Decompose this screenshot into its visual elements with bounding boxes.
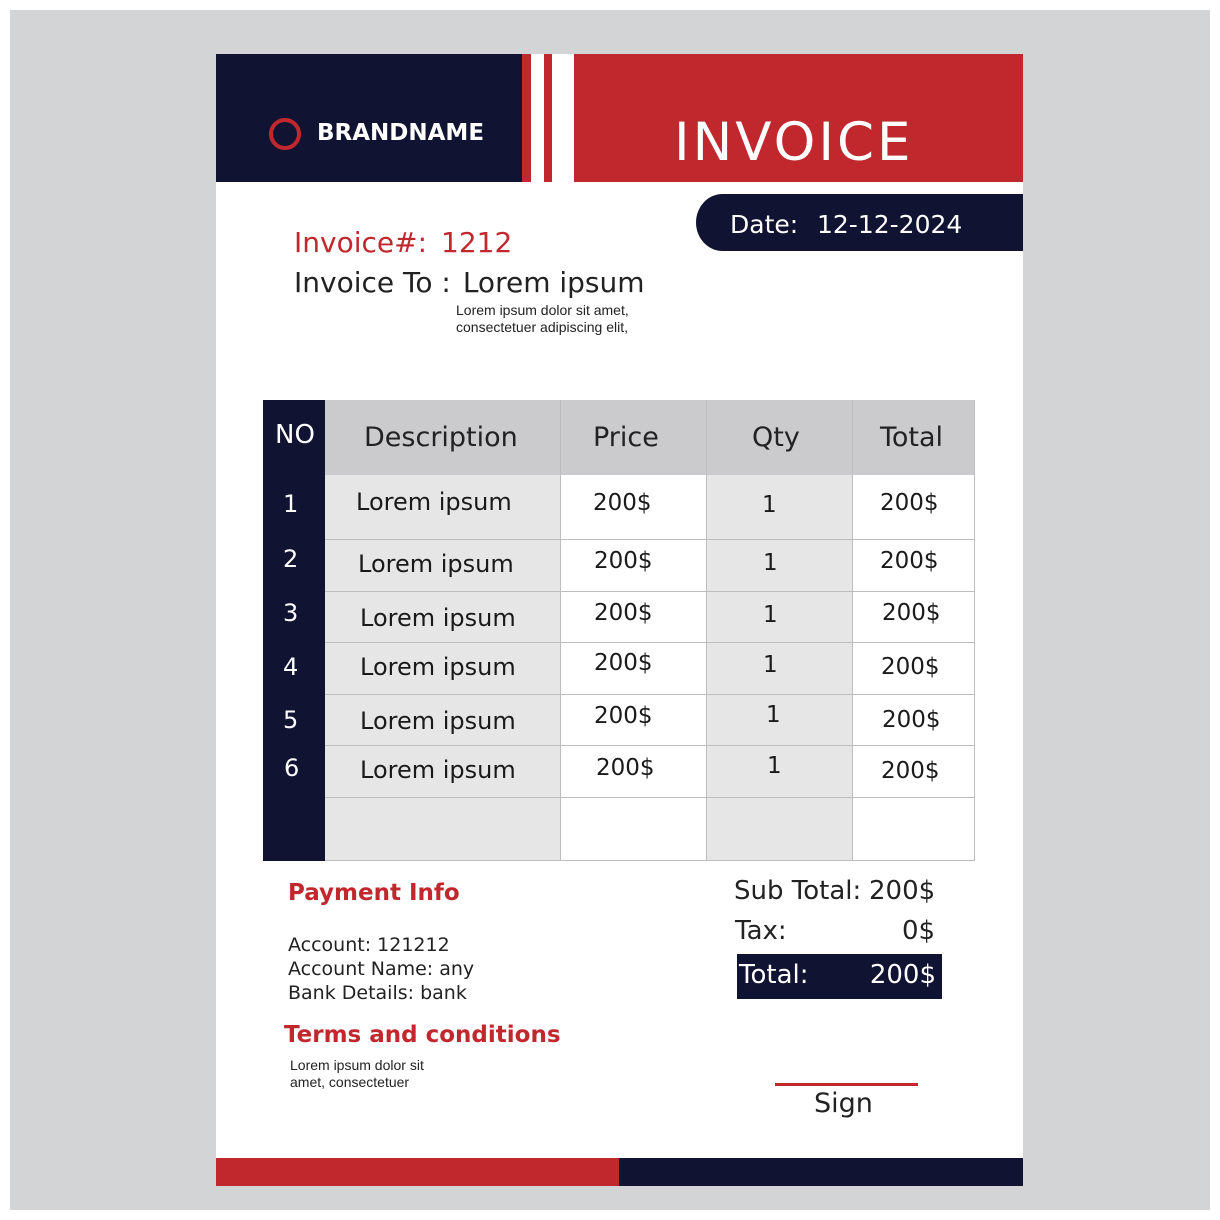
invoice-number-value: 1212: [441, 226, 513, 259]
column-divider: [852, 400, 853, 861]
row-no: 6: [284, 754, 300, 782]
brand-name: BRANDNAME: [317, 120, 485, 146]
row-no: 2: [283, 545, 299, 573]
invoice-number: [294, 226, 512, 259]
header-qty: Qty: [752, 422, 800, 453]
signature-line: [775, 1083, 918, 1086]
row-total: 200$: [880, 548, 939, 574]
header-total: Total: [880, 422, 944, 453]
header-stripe: [522, 54, 531, 182]
invoice-to-name: Lorem ipsum: [462, 266, 645, 299]
row-total: 200$: [881, 758, 940, 784]
background-frame: [10, 10, 1210, 1210]
row-divider: [325, 539, 975, 540]
row-price: 200$: [594, 703, 653, 729]
payment-account-name: Account Name: any: [288, 958, 475, 980]
header-brand-block: [216, 54, 522, 182]
payment-info-title: Payment Info: [288, 880, 460, 906]
row-price: 200$: [594, 548, 653, 574]
signature-label: Sign: [814, 1088, 873, 1119]
subtotal-value: 200$: [869, 876, 936, 906]
row-description: Lorem ipsum: [360, 707, 516, 735]
column-divider: [560, 400, 561, 861]
row-price: 200$: [593, 490, 652, 516]
no-column: [263, 400, 325, 861]
subtotal-label: Sub Total:: [734, 876, 862, 906]
tax-value: 0$: [902, 916, 936, 946]
total-value: 200$: [869, 960, 936, 990]
row-divider: [325, 694, 975, 695]
tax-label: Tax:: [735, 916, 787, 946]
row-total: 200$: [880, 490, 939, 516]
header-no: NO: [275, 420, 315, 450]
row-no: 3: [283, 599, 299, 627]
row-price: 200$: [594, 650, 653, 676]
row-price: 200$: [594, 600, 653, 626]
row-divider: [325, 745, 975, 746]
row-qty: 1: [762, 492, 777, 518]
column-divider: [706, 400, 707, 861]
row-no: 5: [283, 706, 299, 734]
payment-account: Account: 121212: [288, 934, 450, 956]
invoice-to: [294, 266, 645, 299]
row-description: Lorem ipsum: [360, 653, 516, 681]
address-line: Lorem ipsum dolor sit amet,: [456, 302, 629, 318]
page-title: INVOICE: [674, 112, 914, 173]
date-badge: [696, 194, 1023, 251]
payment-bank: Bank Details: bank: [288, 982, 467, 1004]
row-qty: 1: [766, 702, 781, 728]
row-divider: [325, 591, 975, 592]
row-total: 200$: [882, 707, 941, 733]
footer-bar-red: [216, 1158, 619, 1186]
total-label: Total:: [739, 960, 809, 990]
row-price: 200$: [596, 755, 655, 781]
row-divider: [325, 642, 975, 643]
row-qty: 1: [767, 753, 782, 779]
header-description: Description: [364, 422, 518, 453]
brand-logo-icon: [269, 118, 301, 150]
qty-column-fill: [706, 475, 852, 861]
address-line: consectetuer adipiscing elit,: [456, 319, 628, 335]
invoice-number-label: Invoice#:: [294, 226, 427, 259]
row-qty: 1: [763, 602, 778, 628]
footer-bar-dark: [619, 1158, 1023, 1186]
row-total: 200$: [881, 654, 940, 680]
row-description: Lorem ipsum: [360, 604, 516, 632]
column-divider: [974, 400, 975, 861]
row-qty: 1: [763, 652, 778, 678]
invoice-page: [216, 54, 1023, 1186]
row-description: Lorem ipsum: [356, 488, 512, 516]
terms-title: Terms and conditions: [284, 1022, 561, 1048]
row-total: 200$: [882, 600, 941, 626]
row-no: 1: [283, 490, 299, 518]
row-divider: [325, 860, 975, 861]
items-table: [263, 400, 975, 861]
row-divider: [325, 797, 975, 798]
header-price: Price: [593, 422, 659, 453]
row-no: 4: [283, 653, 299, 681]
terms-text: Lorem ipsum dolor sit amet, consectetuer: [290, 1057, 424, 1090]
date-value: 12-12-2024: [817, 210, 963, 239]
row-description: Lorem ipsum: [360, 756, 516, 784]
total-badge: [737, 954, 942, 999]
row-qty: 1: [763, 550, 778, 576]
row-description: Lorem ipsum: [358, 550, 514, 578]
header-stripe: [544, 54, 552, 182]
date-label: Date:: [730, 210, 799, 239]
invoice-address: [456, 302, 629, 336]
invoice-to-label: Invoice To :: [294, 266, 451, 299]
